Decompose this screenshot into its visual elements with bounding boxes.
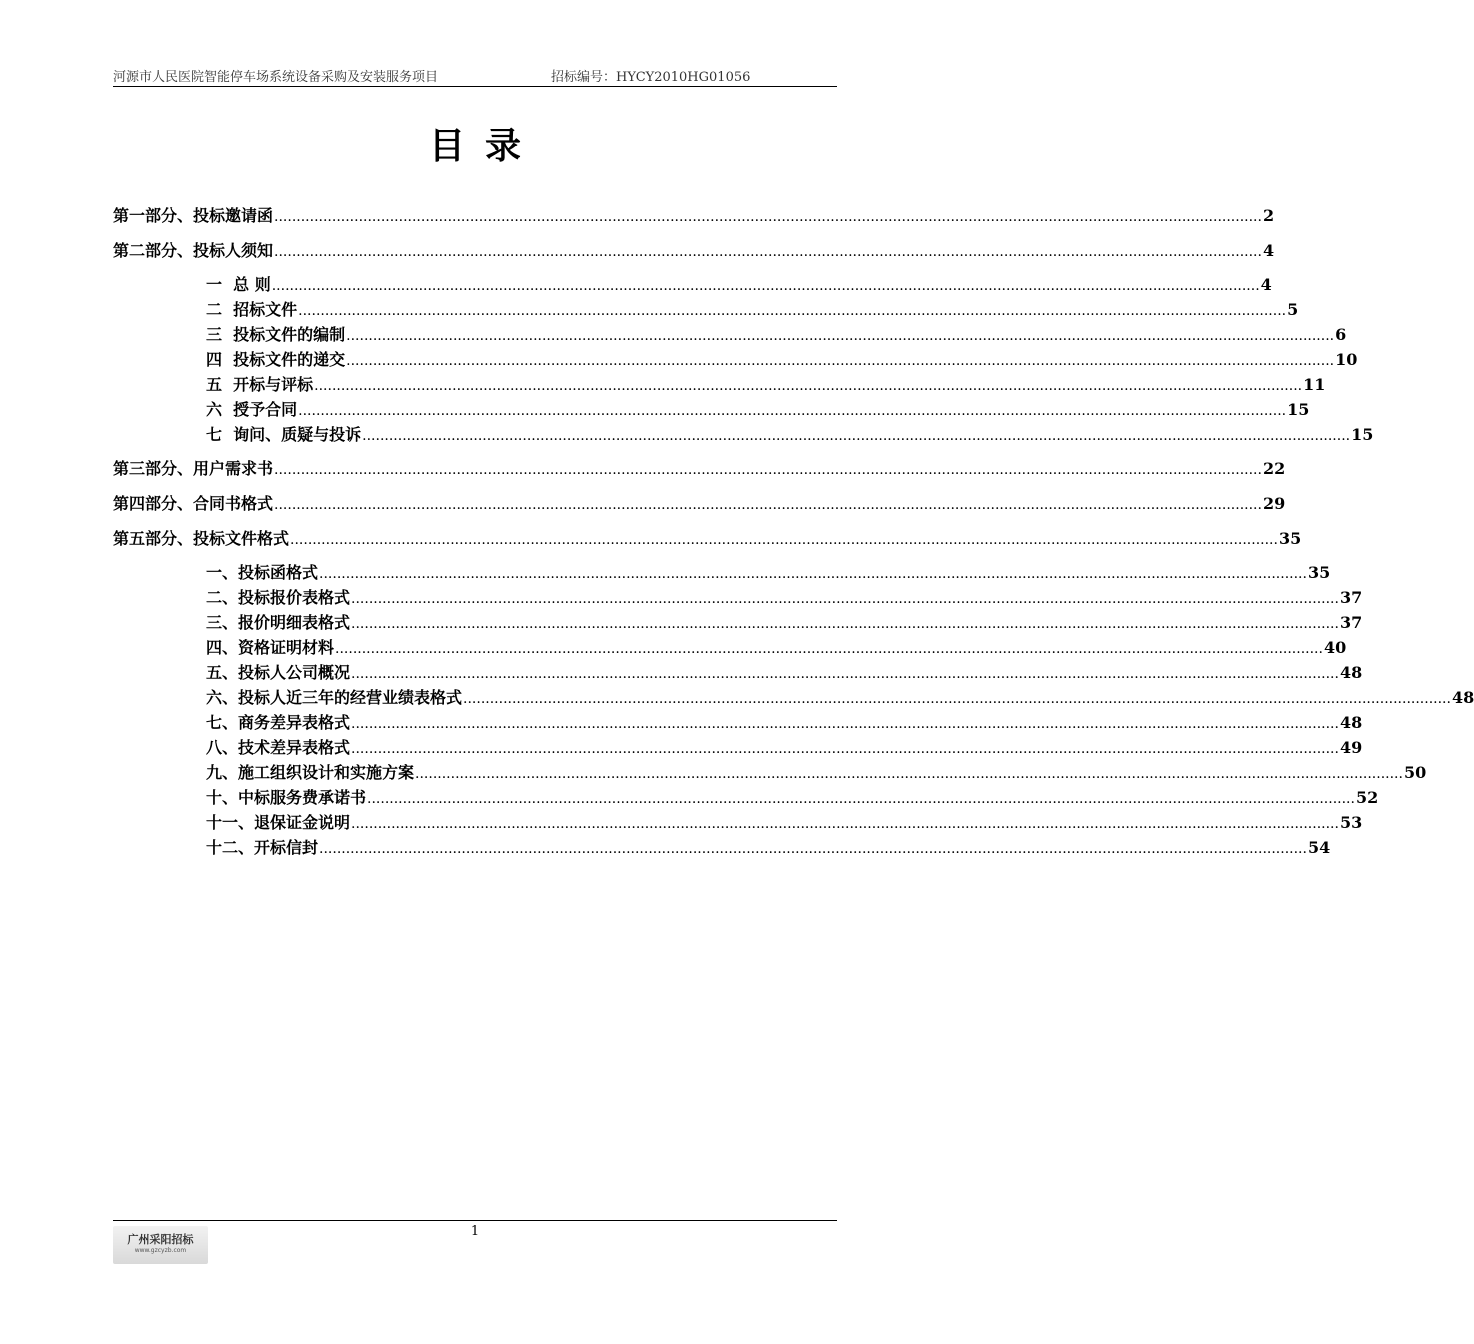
toc-entry-part2-sec1[interactable]	[206, 274, 1272, 296]
toc-page-number: 40	[1323, 638, 1347, 657]
toc-leader-dots: ..............................................................................................................................................................................................................................	[298, 303, 1287, 319]
toc-page-number: 22	[1262, 459, 1286, 478]
toc-entry-part5-sec12[interactable]	[206, 837, 1331, 859]
toc-leader-dots: ..............................................................................................................................................................................................................................	[346, 353, 1335, 369]
toc-entry-part2-sec5[interactable]	[206, 374, 1326, 396]
toc-page-number: 15	[1351, 425, 1374, 444]
logo-text: 广州采阳招标	[127, 1233, 194, 1246]
page-title: 目录	[428, 125, 541, 167]
footer-divider	[113, 1220, 837, 1221]
toc-label: 七、商务差异表格式	[206, 713, 351, 732]
toc-page-number: 48	[1339, 713, 1363, 732]
toc-page-number: 4	[1262, 241, 1275, 260]
toc-page-number: 48	[1339, 663, 1363, 682]
toc-label: 第三部分、用户需求书	[113, 459, 274, 478]
toc-page-number: 35	[1278, 529, 1302, 548]
toc-entry-part1[interactable]	[113, 205, 1275, 227]
toc-leader-dots: ..............................................................................................................................................................................................................................	[415, 766, 1403, 782]
toc-leader-dots: ..............................................................................................................................................................................................................................	[271, 278, 1260, 294]
toc-page-number: 54	[1307, 838, 1331, 857]
toc-label: 五、投标人公司概况	[206, 663, 351, 682]
toc-page-number: 35	[1307, 563, 1331, 582]
toc-leader-dots: ..............................................................................................................................................................................................................................	[463, 691, 1451, 707]
toc-entry-part5-sec3[interactable]	[206, 612, 1363, 634]
toc-label: 第五部分、投标文件格式	[113, 529, 290, 548]
toc-page-number: 29	[1262, 494, 1286, 513]
toc-entry-part5-sec7[interactable]	[206, 712, 1363, 734]
toc-label: 七 询问、质疑与投诉	[206, 425, 362, 444]
toc-entry-part5-sec11[interactable]	[206, 812, 1363, 834]
toc-label: 二 招标文件	[206, 300, 298, 319]
toc-entry-part2-sec4[interactable]	[206, 349, 1358, 371]
toc-entry-part2-sec6[interactable]	[206, 399, 1310, 421]
toc-entry-part2-sec3[interactable]	[206, 324, 1347, 346]
toc-page-number: 10	[1335, 350, 1358, 369]
toc-leader-dots: ..............................................................................................................................................................................................................................	[346, 328, 1335, 344]
toc-label: 第四部分、合同书格式	[113, 494, 274, 513]
toc-label: 四 投标文件的递交	[206, 350, 346, 369]
toc-entry-part5-sec2[interactable]	[206, 587, 1363, 609]
toc-leader-dots: ..............................................................................................................................................................................................................................	[274, 497, 1262, 513]
toc-page-number: 52	[1355, 788, 1379, 807]
toc-entry-part5-sec5[interactable]	[206, 662, 1363, 684]
toc-label: 六 授予合同	[206, 400, 298, 419]
logo-url-text: www.gzcyzb.com	[134, 1247, 187, 1254]
toc-label: 九、施工组织设计和实施方案	[206, 763, 415, 782]
toc-label: 第二部分、投标人须知	[113, 241, 274, 260]
toc-label: 第一部分、投标邀请函	[113, 206, 274, 225]
toc-leader-dots: ..............................................................................................................................................................................................................................	[274, 462, 1262, 478]
toc-label: 一 总 则	[206, 275, 271, 294]
toc-entry-part3[interactable]	[113, 458, 1286, 480]
toc-label: 三 投标文件的编制	[206, 325, 346, 344]
toc-label: 二、投标报价表格式	[206, 588, 351, 607]
toc-page-number: 53	[1339, 813, 1363, 832]
toc-label: 八、技术差异表格式	[206, 738, 351, 757]
toc-label: 十、中标服务费承诺书	[206, 788, 367, 807]
toc-label: 三、报价明细表格式	[206, 613, 351, 632]
toc-entry-part5-sec10[interactable]	[206, 787, 1379, 809]
toc-entry-part4[interactable]	[113, 493, 1286, 515]
toc-leader-dots: ..............................................................................................................................................................................................................................	[351, 616, 1339, 632]
toc-page-number: 15	[1287, 400, 1310, 419]
toc-entry-part2-sec7[interactable]	[206, 424, 1374, 446]
toc-page-number: 2	[1262, 206, 1275, 225]
toc-leader-dots: ..............................................................................................................................................................................................................................	[290, 532, 1278, 548]
toc-page-number: 48	[1451, 688, 1474, 707]
toc-entry-part2[interactable]	[113, 240, 1275, 262]
toc-label: 十二、开标信封	[206, 838, 319, 857]
toc-leader-dots: ..............................................................................................................................................................................................................................	[335, 641, 1323, 657]
toc-page-number: 37	[1339, 588, 1363, 607]
toc-leader-dots: ..............................................................................................................................................................................................................................	[319, 566, 1307, 582]
toc-leader-dots: ..............................................................................................................................................................................................................................	[319, 841, 1307, 857]
toc-leader-dots: ..............................................................................................................................................................................................................................	[274, 244, 1262, 260]
toc-leader-dots: ..............................................................................................................................................................................................................................	[362, 428, 1351, 444]
toc-entry-part5-sec9[interactable]	[206, 762, 1427, 784]
toc-entry-part5-sec6[interactable]	[206, 687, 1474, 709]
toc-entry-part5-sec4[interactable]	[206, 637, 1347, 659]
toc-page-number: 6	[1335, 325, 1347, 344]
toc-leader-dots: ..............................................................................................................................................................................................................................	[351, 666, 1339, 682]
toc-page-number: 5	[1287, 300, 1299, 319]
toc-entry-part2-sec2[interactable]	[206, 299, 1299, 321]
toc-page-number: 50	[1403, 763, 1427, 782]
toc-label: 四、资格证明材料	[206, 638, 335, 657]
toc-leader-dots: ..............................................................................................................................................................................................................................	[351, 816, 1339, 832]
toc-leader-dots: ..............................................................................................................................................................................................................................	[298, 403, 1287, 419]
header-project-title: 河源市人民医院智能停车场系统设备采购及安装服务项目	[113, 70, 439, 85]
toc-label: 六、投标人近三年的经营业绩表格式	[206, 688, 463, 707]
company-logo	[113, 1226, 208, 1264]
toc-page-number: 37	[1339, 613, 1363, 632]
toc-entry-part5-sec8[interactable]	[206, 737, 1363, 759]
toc-leader-dots: ..............................................................................................................................................................................................................................	[351, 716, 1339, 732]
toc-label: 一、投标函格式	[206, 563, 319, 582]
page-number: 1	[470, 1224, 480, 1239]
toc-leader-dots: ..............................................................................................................................................................................................................................	[351, 741, 1339, 757]
toc-leader-dots: ..............................................................................................................................................................................................................................	[274, 209, 1262, 225]
header-tender-number: 招标编号：HYCY2010HG01056	[551, 70, 751, 85]
toc-page-number: 49	[1339, 738, 1363, 757]
toc-label: 五 开标与评标	[206, 375, 314, 394]
toc-leader-dots: ..............................................................................................................................................................................................................................	[314, 378, 1303, 394]
toc-leader-dots: ..............................................................................................................................................................................................................................	[367, 791, 1355, 807]
toc-leader-dots: ..............................................................................................................................................................................................................................	[351, 591, 1339, 607]
toc-label: 十一、退保证金说明	[206, 813, 351, 832]
toc-page-number: 11	[1303, 375, 1326, 394]
toc-entry-part5[interactable]	[113, 528, 1302, 550]
page-header	[113, 66, 837, 87]
toc-page-number: 4	[1260, 275, 1272, 294]
toc-entry-part5-sec1[interactable]	[206, 562, 1331, 584]
